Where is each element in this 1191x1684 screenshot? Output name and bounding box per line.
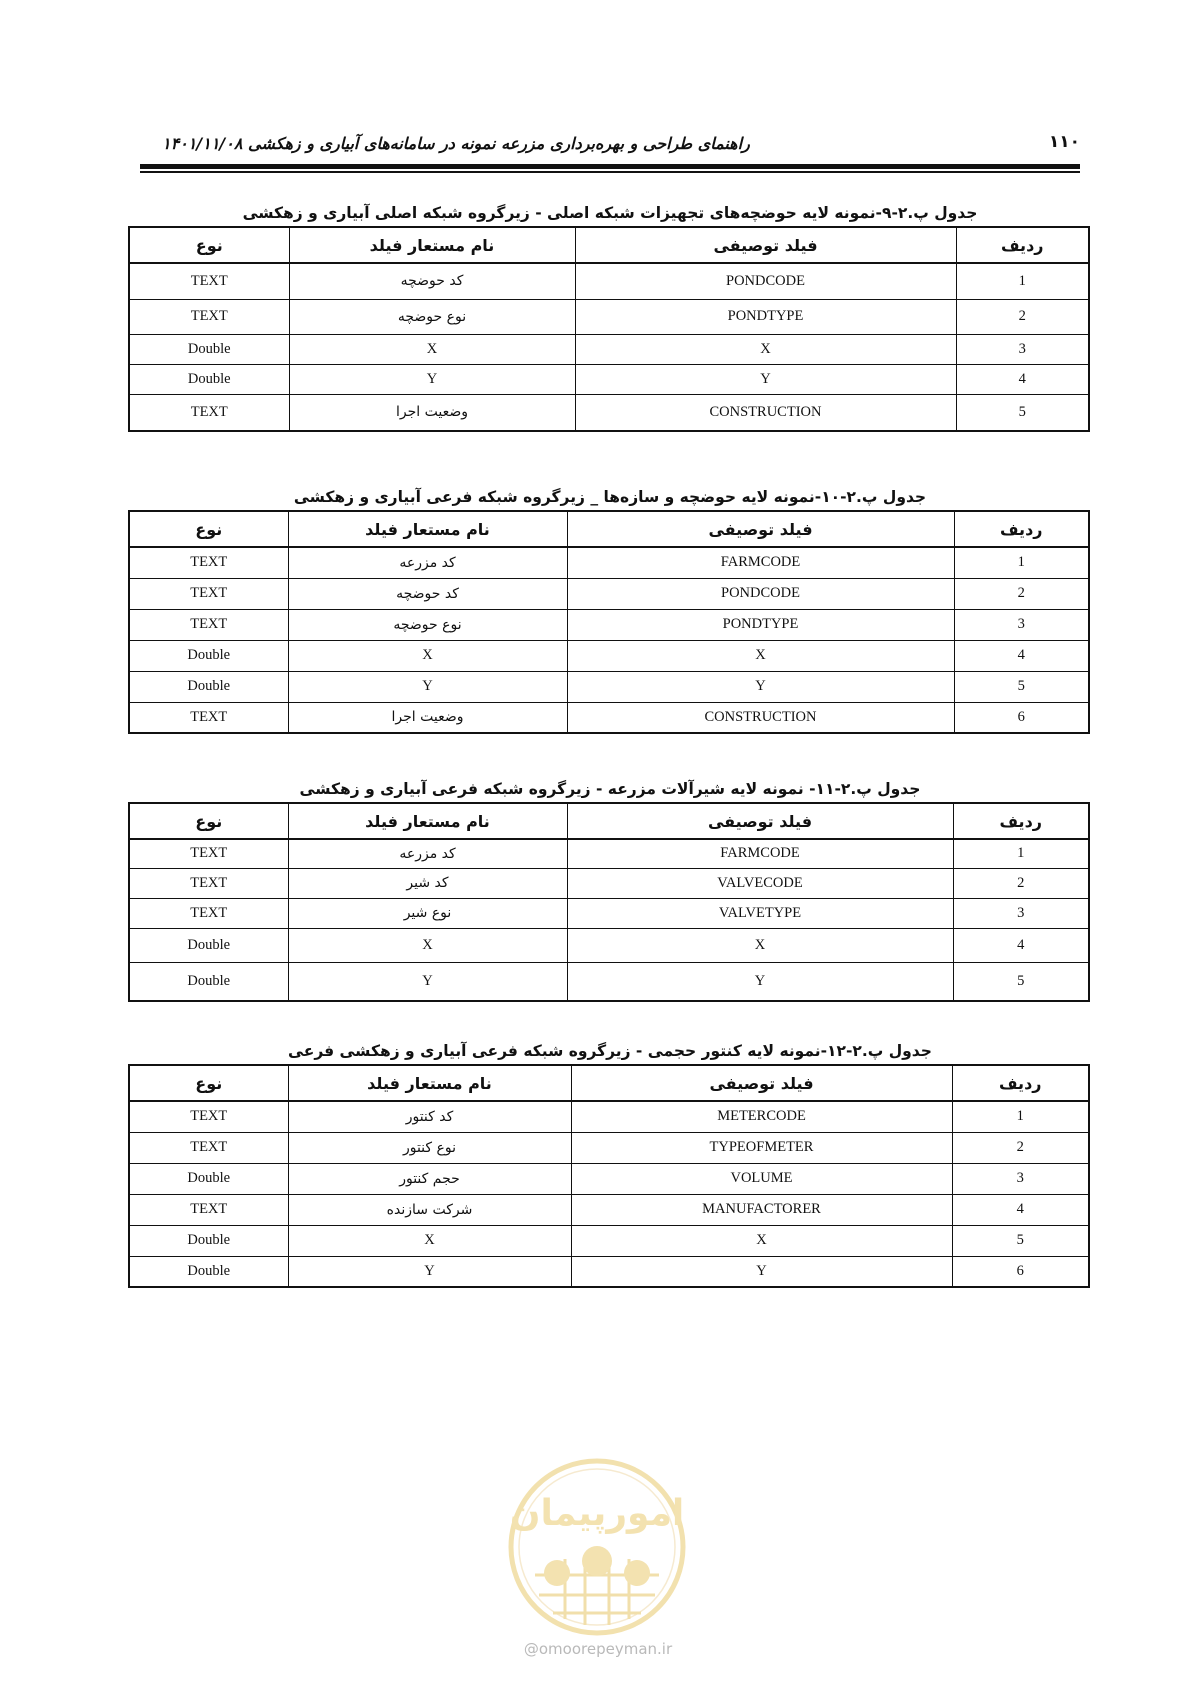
- cell-type: Double: [129, 364, 289, 394]
- data-table: [128, 802, 1090, 1002]
- cell-field: VALVECODE: [567, 868, 953, 898]
- table-block-1: [130, 200, 1090, 432]
- header-row-number: ردیف: [952, 1065, 1089, 1101]
- cell-row-number: 3: [952, 1163, 1089, 1194]
- cell-alias: X: [288, 928, 567, 962]
- cell-type: TEXT: [129, 898, 288, 928]
- cell-row-number: 4: [952, 1194, 1089, 1225]
- cell-field: Y: [567, 671, 954, 702]
- cell-field: CONSTRUCTION: [575, 394, 956, 431]
- cell-alias: نوع شیر: [288, 898, 567, 928]
- page-header: [140, 128, 1080, 164]
- cell-type: TEXT: [129, 1101, 288, 1132]
- cell-alias: کد حوضچه: [288, 578, 567, 609]
- cell-row-number: 2: [952, 1132, 1089, 1163]
- cell-type: TEXT: [129, 702, 288, 733]
- cell-row-number: 6: [952, 1256, 1089, 1287]
- table-row: [129, 928, 1089, 962]
- cell-row-number: 3: [954, 609, 1089, 640]
- cell-type: TEXT: [129, 1132, 288, 1163]
- header-description-field: فیلد توصیفی: [571, 1065, 952, 1101]
- cell-row-number: 5: [956, 394, 1089, 431]
- cell-alias: X: [288, 1225, 571, 1256]
- header-description-field: فیلد توصیفی: [567, 803, 953, 839]
- table-row: [129, 394, 1089, 431]
- table-caption: جدول پ.۲-۹-نمونه لایه حوضچه‌های تجهیزات شبکه اصلی - زیرگروه شبکه اصلی آبیاری و زهکشی: [242, 204, 978, 222]
- table-row: [129, 671, 1089, 702]
- cell-type: TEXT: [129, 547, 288, 578]
- header-alias: نام مستعار فیلد: [288, 511, 567, 547]
- cell-field: PONDCODE: [575, 263, 956, 299]
- running-title-date: ۱۴۰۱/۱۱/۰۸: [162, 134, 243, 153]
- page-number: ۱۱۰: [1048, 132, 1080, 152]
- cell-row-number: 1: [954, 547, 1089, 578]
- cell-type: Double: [129, 1163, 288, 1194]
- table-row: [129, 1194, 1089, 1225]
- logo-gears: [544, 1546, 650, 1586]
- watermark-logo: [505, 1455, 689, 1639]
- cell-alias: Y: [288, 962, 567, 1001]
- cell-field: X: [567, 928, 953, 962]
- cell-alias: کد مزرعه: [288, 547, 567, 578]
- table-block-2: [130, 484, 1090, 734]
- cell-field: PONDTYPE: [575, 299, 956, 334]
- cell-type: TEXT: [129, 839, 288, 868]
- cell-row-number: 2: [956, 299, 1089, 334]
- cell-field: VALVETYPE: [567, 898, 953, 928]
- table-row: [129, 702, 1089, 733]
- table-row: [129, 1256, 1089, 1287]
- cell-type: Double: [129, 671, 288, 702]
- table-row: [129, 868, 1089, 898]
- cell-alias: نوع حوضچه: [289, 299, 575, 334]
- table-block-4: [130, 1038, 1090, 1288]
- cell-field: X: [575, 334, 956, 364]
- header-type: نوع: [129, 803, 288, 839]
- cell-type: Double: [129, 928, 288, 962]
- header-rule-thin: [140, 171, 1080, 173]
- header-alias: نام مستعار فیلد: [288, 803, 567, 839]
- table-row: [129, 334, 1089, 364]
- cell-field: TYPEOFMETER: [571, 1132, 952, 1163]
- cell-field: FARMCODE: [567, 547, 954, 578]
- cell-row-number: 5: [954, 671, 1089, 702]
- cell-type: TEXT: [129, 868, 288, 898]
- cell-row-number: 3: [953, 898, 1089, 928]
- header-description-field: فیلد توصیفی: [575, 227, 956, 263]
- cell-row-number: 4: [953, 928, 1089, 962]
- data-table: [128, 226, 1090, 432]
- cell-row-number: 1: [953, 839, 1089, 868]
- running-title: [140, 134, 750, 153]
- cell-alias: کد شیر: [288, 868, 567, 898]
- cell-row-number: 1: [956, 263, 1089, 299]
- table-caption: جدول پ.۲-۱۱- نمونه لایه شیرآلات مزرعه - زیرگروه شبکه فرعی آبیاری و زهکشی: [299, 780, 921, 798]
- table-row: [129, 578, 1089, 609]
- cell-type: TEXT: [129, 578, 288, 609]
- cell-type: TEXT: [129, 263, 289, 299]
- cell-field: METERCODE: [571, 1101, 952, 1132]
- cell-alias: نوع حوضچه: [288, 609, 567, 640]
- table-row: [129, 839, 1089, 868]
- cell-field: Y: [567, 962, 953, 1001]
- cell-field: X: [567, 640, 954, 671]
- cell-type: TEXT: [129, 394, 289, 431]
- cell-alias: حجم کنتور: [288, 1163, 571, 1194]
- cell-alias: کد کنتور: [288, 1101, 571, 1132]
- cell-alias: X: [289, 334, 575, 364]
- table-block-3: [130, 776, 1090, 1002]
- watermark-site-text: @omoorepeyman.ir: [523, 1640, 673, 1658]
- table-header-row: [129, 511, 1089, 547]
- logo-lettering: امورپیمان: [509, 1493, 685, 1534]
- table-row: [129, 364, 1089, 394]
- table-caption: جدول پ.۲-۱۰-نمونه لایه حوضچه و سازه‌ها _ زیرگروه شبکه فرعی آبیاری و زهکشی: [293, 488, 927, 506]
- data-table: [128, 510, 1090, 734]
- cell-field: CONSTRUCTION: [567, 702, 954, 733]
- cell-alias: X: [288, 640, 567, 671]
- cell-type: Double: [129, 1225, 288, 1256]
- header-description-field: فیلد توصیفی: [567, 511, 954, 547]
- table-row: [129, 609, 1089, 640]
- cell-alias: Y: [288, 1256, 571, 1287]
- header-alias: نام مستعار فیلد: [289, 227, 575, 263]
- table-row: [129, 898, 1089, 928]
- table-caption: جدول پ.۲-۱۲-نمونه لایه کنتور حجمی - زیرگروه شبکه فرعی آبیاری و زهکشی فرعی: [288, 1042, 932, 1060]
- cell-type: TEXT: [129, 1194, 288, 1225]
- table-row: [129, 1101, 1089, 1132]
- cell-row-number: 4: [956, 364, 1089, 394]
- cell-row-number: 3: [956, 334, 1089, 364]
- cell-alias: وضعیت اجرا: [289, 394, 575, 431]
- cell-type: TEXT: [129, 609, 288, 640]
- cell-field: FARMCODE: [567, 839, 953, 868]
- cell-row-number: 2: [953, 868, 1089, 898]
- cell-alias: شرکت سازنده: [288, 1194, 571, 1225]
- header-row-number: ردیف: [956, 227, 1089, 263]
- cell-type: Double: [129, 1256, 288, 1287]
- cell-field: Y: [571, 1256, 952, 1287]
- cell-row-number: 5: [953, 962, 1089, 1001]
- table-header-row: [129, 227, 1089, 263]
- table-row: [129, 299, 1089, 334]
- cell-row-number: 2: [954, 578, 1089, 609]
- cell-alias: Y: [288, 671, 567, 702]
- table-row: [129, 962, 1089, 1001]
- cell-row-number: 5: [952, 1225, 1089, 1256]
- cell-alias: کد مزرعه: [288, 839, 567, 868]
- cell-alias: Y: [289, 364, 575, 394]
- header-type: نوع: [129, 227, 289, 263]
- cell-alias: کد حوضچه: [289, 263, 575, 299]
- header-alias: نام مستعار فیلد: [288, 1065, 571, 1101]
- cell-field: VOLUME: [571, 1163, 952, 1194]
- table-row: [129, 1163, 1089, 1194]
- header-rule-thick: [140, 164, 1080, 169]
- header-type: نوع: [129, 511, 288, 547]
- cell-type: Double: [129, 334, 289, 364]
- header-row-number: ردیف: [954, 511, 1089, 547]
- header-row-number: ردیف: [953, 803, 1089, 839]
- cell-row-number: 1: [952, 1101, 1089, 1132]
- cell-alias: نوع کنتور: [288, 1132, 571, 1163]
- table-row: [129, 640, 1089, 671]
- table-header-row: [129, 803, 1089, 839]
- cell-row-number: 4: [954, 640, 1089, 671]
- cell-field: PONDCODE: [567, 578, 954, 609]
- cell-field: MANUFACTORER: [571, 1194, 952, 1225]
- table-row: [129, 263, 1089, 299]
- cell-alias: وضعیت اجرا: [288, 702, 567, 733]
- table-row: [129, 547, 1089, 578]
- cell-field: Y: [575, 364, 956, 394]
- cell-field: PONDTYPE: [567, 609, 954, 640]
- table-row: [129, 1225, 1089, 1256]
- data-table: [128, 1064, 1090, 1288]
- cell-type: Double: [129, 962, 288, 1001]
- cell-row-number: 6: [954, 702, 1089, 733]
- cell-type: TEXT: [129, 299, 289, 334]
- table-header-row: [129, 1065, 1089, 1101]
- cell-field: X: [571, 1225, 952, 1256]
- header-type: نوع: [129, 1065, 288, 1101]
- running-title-text: راهنمای طراحی و بهره‌برداری مزرعه نمونه در سامانه‌های آبیاری و زهکشی: [248, 134, 750, 153]
- cell-type: Double: [129, 640, 288, 671]
- table-row: [129, 1132, 1089, 1163]
